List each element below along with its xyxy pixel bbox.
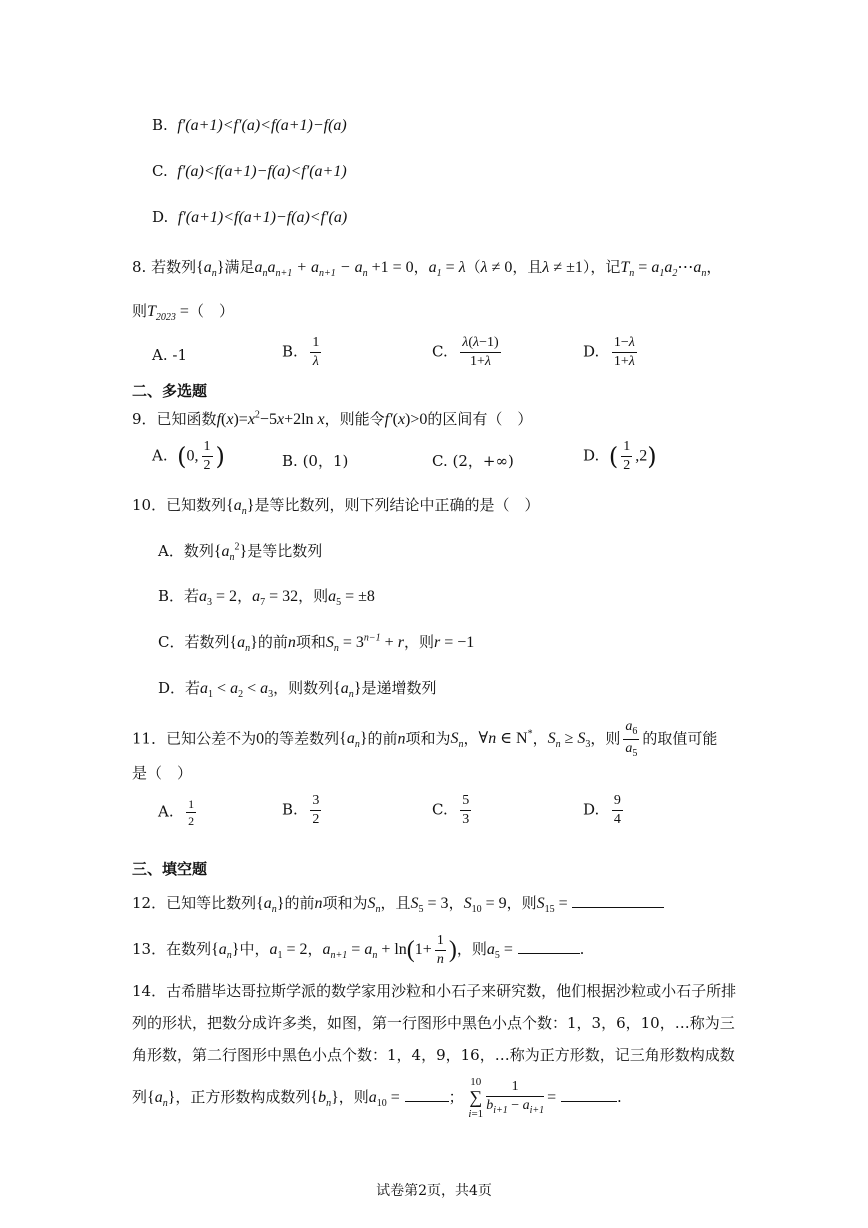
q10-text: 已知数列 — [166, 496, 227, 514]
q8-stem-line2 — [132, 300, 234, 323]
q10-option-c-r: r = −1 — [433, 634, 475, 651]
q12-text: 已知等比数列 — [166, 894, 257, 912]
q11-ratio: $\frac{a_6}{a_5}$ — [625, 719, 638, 759]
q10-option-d-text: D．若 — [158, 679, 201, 697]
q8-text: 满足 — [224, 258, 255, 276]
q13-text: 中， — [239, 940, 270, 959]
q10-option-b-a7: $a_7 = 32$ — [252, 588, 299, 609]
q7-option-d-label: D. — [152, 208, 169, 226]
q8-number: 8. — [132, 258, 147, 276]
q9-stem — [132, 408, 532, 429]
q10-number: 10． — [132, 496, 167, 514]
q9-text: 已知函数 — [156, 410, 217, 428]
q14-text: ，正方形数构成数列 — [175, 1088, 311, 1106]
q10-option-a-text: 是等比数列 — [247, 542, 323, 560]
q10-option-c-seq: $\{a_n\}$ — [229, 634, 258, 655]
q11-option-d-label: D. — [583, 800, 600, 819]
q14-sum: 10 ∑ i=1 — [468, 1076, 484, 1120]
q11-seq: $\{a_n\}$ — [339, 730, 368, 751]
q8-t2023: $T_{2023}$ = — [147, 303, 189, 324]
q13-text: ， — [307, 940, 323, 959]
q7-option-c-expr: f′(a)<f(a+1)−f(a)<f′(a+1) — [177, 163, 347, 180]
q10-option-d — [158, 677, 437, 700]
q14-line-4: 列$\{a_n\}$，正方形数构成数列$\{b_n\}$，则$a_{10}$ = ； 10 ∑ i=1 $\frac{1}{b_{i+1} - a_{i+1}}$ = . — [132, 1076, 622, 1120]
q7-option-d — [152, 208, 347, 227]
q7-option-b-expr: f′(a+1)<f′(a)<f(a+1)−f(a) — [177, 117, 347, 134]
q8-text: 则 — [132, 302, 148, 320]
q9-option-c — [432, 450, 514, 471]
q13-a5: $a_5$ = — [486, 941, 513, 962]
q8-option-c — [432, 336, 504, 369]
q8-text: ），记 — [582, 258, 621, 276]
q11-option-d — [583, 794, 626, 827]
q14-line-1: 14．古希腊毕达哥拉斯学派的数学家用沙粒和小石子来研究数，他们根据沙粒或小石子所排 — [132, 982, 737, 1000]
q9-option-c-label: C. — [432, 452, 448, 470]
q10-option-b-a3: $a_3 = 2$ — [199, 588, 238, 609]
q14-text: ，则 — [338, 1088, 369, 1106]
q12-text: ， — [448, 894, 464, 912]
q9-option-d: D. ( $\frac{1}{2}$ ,2) — [583, 439, 657, 473]
q10-option-c-text: C．若数列 — [158, 633, 230, 651]
q8-paren: （ ） — [188, 302, 234, 320]
q8-recurrence: $a_na_{n+1} + a_{n+1} - a_n +1 = 0$ — [254, 259, 414, 280]
q7-option-c-label: C. — [152, 162, 168, 180]
q10-option-b-text: ， — [237, 587, 253, 605]
q9-option-c-value: (2，+∞) — [452, 452, 514, 470]
q11-text: 项和为 — [405, 729, 451, 748]
q11-option-c — [432, 794, 474, 827]
q11-sn: $S_n$ — [450, 730, 464, 751]
q8-product: $T_n$ = $a_1a_2\cdots a_n$ — [620, 259, 707, 280]
q8-option-a-label: A. — [152, 346, 168, 364]
q13-a1: $a_1 = 2$ — [269, 941, 308, 962]
q8-option-a-value: -1 — [172, 346, 188, 364]
q14-answer-blank-2[interactable] — [561, 1087, 617, 1102]
q11-option-b — [282, 794, 324, 827]
q9-number: 9． — [132, 410, 157, 428]
q11-ineq: $S_n \ge S_3$ — [547, 730, 591, 751]
q11-number: 11． — [132, 729, 167, 748]
q11-option-b-frac: $\frac{3}{2}$ — [312, 793, 320, 827]
q14-line-3: 角形数，第二行图形中黑色小点个数：1，4，9，16，…称为正方形数，记三角形数构成数 — [132, 1046, 735, 1064]
q11-option-a-label: A. — [158, 802, 174, 821]
section-heading-multi-choice: 二、多选题 — [132, 382, 208, 400]
q12-s5: $S_5 = 3$ — [410, 895, 449, 916]
q10-option-d-ineq: $a_1 < a_2 < a_3$ — [200, 680, 274, 701]
q11-text: 的等差数列 — [264, 729, 340, 748]
q8-text: 若数列 — [151, 258, 197, 276]
q11-text: 已知公差不为 — [166, 729, 257, 748]
q12-text: ，且 — [380, 894, 411, 912]
q11-forall: ∀n ∈ N* — [478, 728, 533, 748]
q11-option-a-frac: $\frac{1}{2}$ — [188, 797, 195, 828]
q12-s15: $S_{15}$ = — [536, 895, 568, 916]
q10-option-b-text: ，则 — [298, 587, 329, 605]
q14-text: 列 — [132, 1088, 148, 1106]
q11-zero: 0 — [256, 730, 265, 748]
q10-option-d-seq: $\{a_n\}$ — [333, 680, 362, 701]
q12-stem — [132, 892, 664, 915]
q11-text: ， — [463, 729, 479, 748]
q9-option-b — [282, 450, 348, 471]
q11-stem — [132, 720, 717, 759]
q8-option-b — [282, 336, 324, 369]
q12-s10: $S_{10} = 9$ — [463, 895, 507, 916]
q11-n: n — [397, 730, 406, 748]
q14-line-2: 列的形状，把数分成许多类，如图，第一行图形中黑色小点个数：1，3，6，10，…称为三 — [132, 1014, 735, 1032]
q9-text: 的区间有（ ） — [427, 410, 533, 428]
q11-text: 的取值可能 — [642, 729, 718, 748]
q14-answer-blank-1[interactable] — [405, 1087, 449, 1102]
q8-option-d-label: D. — [583, 342, 600, 361]
q11-option-a — [158, 798, 199, 827]
q7-option-b — [152, 116, 347, 135]
q14-seq-a: $\{a_n\}$ — [147, 1089, 176, 1110]
q8-text: （ — [465, 258, 481, 276]
q14-seq-b: $\{b_n\}$ — [310, 1089, 339, 1110]
q8-option-c-label: C. — [432, 342, 448, 361]
q11-option-c-label: C. — [432, 800, 448, 819]
section-heading-fill-blank: 三、填空题 — [132, 860, 208, 878]
q10-option-c-n: n — [287, 634, 296, 651]
q9-option-d-frac: $\frac{1}{2}$ — [623, 439, 631, 473]
q12-text: 的前 — [284, 894, 315, 912]
q8-init: $a_1 = \lambda$ — [428, 259, 466, 280]
q10-seq: $\{a_n\}$ — [226, 497, 255, 518]
q10-option-c-text: 的前 — [257, 633, 288, 651]
q13-recurrence: $a_{n+1} = a_n + \ln(1+$ $\frac{1}{n}$ ) — [322, 933, 457, 967]
q9-derivative: f′(x)>0 — [384, 411, 428, 428]
q12-answer-blank[interactable] — [572, 893, 664, 908]
q10-option-d-text: ，则数列 — [273, 679, 334, 697]
q8-text: ，且 — [512, 258, 543, 276]
q9-option-d-label: D. — [583, 446, 600, 465]
q11-text: 的前 — [367, 729, 398, 748]
q12-text: 项和为 — [322, 894, 368, 912]
q10-option-a-seq: $\{a_n^2\}$ — [213, 541, 248, 564]
q9-option-a: A. (0, $\frac{1}{2}$ ) — [152, 439, 225, 473]
q12-n: n — [314, 895, 323, 912]
q8-option-d — [583, 336, 640, 369]
q10-stem — [132, 494, 540, 517]
q10-option-b-a5: $a_5 = \pm 8$ — [328, 588, 375, 609]
q9-text: ，则能令 — [324, 410, 385, 428]
q13-stem: 13．在数列$\{a_n\}$中，$a_1 = 2$，$a_{n+1} = a_n + \ln(1+$ $\frac{1}{n}$ )，则$a_5$ = . — [132, 933, 585, 967]
q12-seq: $\{a_n\}$ — [256, 895, 285, 916]
q14-text: ； — [448, 1088, 464, 1106]
q11-option-d-frac: $\frac{9}{4}$ — [613, 793, 621, 827]
q10-option-d-text: 是递增数列 — [361, 679, 437, 697]
q11-text: ， — [532, 729, 548, 748]
q8-cond2: λ ≠ ±1 — [542, 259, 583, 276]
q10-option-b-text: B．若 — [158, 587, 200, 605]
q10-option-c-text: 项和 — [295, 633, 326, 651]
q8-text: ， — [706, 258, 722, 276]
q9-option-a-label: A. — [152, 446, 168, 465]
q10-option-c-text: ，则 — [403, 633, 434, 651]
q10-option-c — [158, 631, 474, 654]
q10-option-a — [158, 540, 322, 563]
q8-option-d-frac: $\frac{1-\lambda}{1+\lambda}$ — [613, 335, 635, 369]
q13-text: 在数列 — [166, 940, 212, 959]
q8-option-b-label: B. — [282, 342, 298, 361]
q7-option-d-expr: f′(a+1)<f(a+1)−f(a)<f′(a) — [177, 209, 348, 226]
q10-option-a-text: A．数列 — [158, 542, 214, 560]
q11-option-c-frac: $\frac{5}{3}$ — [462, 793, 470, 827]
q13-number: 13． — [132, 940, 167, 959]
q8-text: ， — [413, 258, 429, 276]
q10-option-b — [158, 585, 375, 608]
q8-option-a — [152, 346, 187, 364]
q11-text: ，则 — [590, 729, 621, 748]
q12-text: ，则 — [506, 894, 537, 912]
q7-option-c — [152, 162, 347, 181]
q9-option-b-value: (0，1) — [302, 452, 349, 470]
q9-option-b-label: B. — [282, 452, 298, 470]
q13-seq: $\{a_n\}$ — [211, 941, 240, 962]
q10-option-c-sum: $S_n = 3^{n-1} + r$ — [325, 632, 404, 655]
q14-sum-frac: $\frac{1}{b_{i+1} - a_{i+1}}$ — [486, 1079, 545, 1116]
q12-number: 12． — [132, 894, 167, 912]
q13-answer-blank[interactable] — [518, 939, 580, 954]
q8-stem — [132, 256, 721, 279]
q7-option-b-label: B. — [152, 116, 168, 134]
page-footer: 试卷第2页，共4页 — [376, 1183, 492, 1199]
q14-a10: $a_{10}$ = — [368, 1089, 400, 1110]
q8-option-b-frac: $\frac{1}{\lambda}$ — [312, 335, 320, 369]
q11-stem-line2: 是（ ） — [132, 764, 193, 782]
q8-seq: $\{a_n\}$ — [196, 259, 225, 280]
q11-option-b-label: B. — [282, 800, 298, 819]
q10-text: 是等比数列，则下列结论中正确的是（ ） — [254, 496, 540, 514]
q13-text: ，则 — [456, 940, 487, 959]
q9-function: $f(x)=x^2-5x+2\ln$ x — [216, 409, 325, 428]
q8-cond1: λ ≠ 0 — [480, 259, 513, 276]
q8-option-c-frac: $\frac{\lambda(\lambda-1)}{1+\lambda}$ — [462, 335, 499, 369]
q9-option-a-frac: $\frac{1}{2}$ — [203, 439, 211, 473]
q12-sn: $S_n$ — [367, 895, 381, 916]
